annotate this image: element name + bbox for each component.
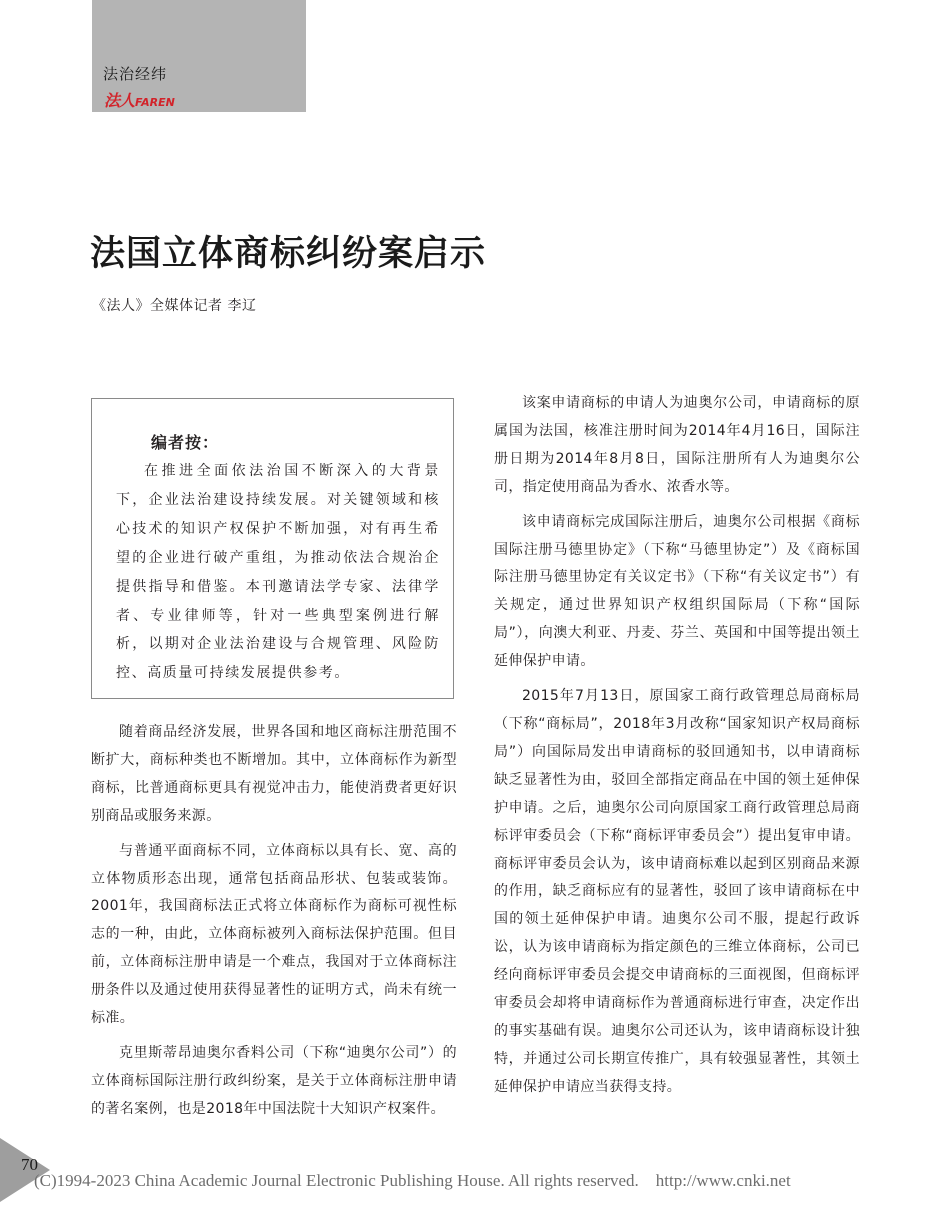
paragraph: 2015年7月13日，原国家工商行政管理总局商标局（下称“商标局”，2018年3月改称“国家知识产权局商标局”）向国际局发出申请商标的驳回通知书，以申请商标缺乏显著性为由，驳回全部指定商品在中国的领土延伸保护申请。之后，迪奥尔公司向原国家工商行政管理总局商标评审委员会（下称“商标评审委员会”）提出复审申请。商标评审委员会认为，该申请商标难以起到区别商品来源的作用，缺乏商标应有的显著性，驳回了该申请商标在中国的领土延伸保护申请。迪奥尔公司不服，提起行政诉讼，认为该申请商标为指定颜色的三维立体商标，公司已经向商标评审委员会提交申请商标的三面视图，但商标评审委员会却将申请商标作为普通商标进行审查，决定作出的事实基础有误。迪奥尔公司还认为，该申请商标设计独特，并通过公司长期宣传推广，具有较强显著性，其领土延伸保护申请应当获得支持。: [494, 688, 860, 1095]
page-number: 70: [21, 1155, 38, 1174]
paragraph: 与普通平面商标不同，立体商标以具有长、宽、高的立体物质形态出现，通常包括商品形状、包装或装饰。2001年，我国商标法正式将立体商标作为商标可视性标志的一种，由此，立体商标被列入商标法保护范围。但目前，立体商标注册申请是一个难点，我国对于立体商标注册条件以及通过使用获得显著性的证明方式，尚未有统一标准。: [91, 842, 457, 1027]
editor-note-box: [91, 398, 454, 699]
editor-note-text: 在推进全面依法治国不断深入的大背景下，企业法治建设持续发展。对关键领域和核心技术的知识产权保护不断加强，对有再生希望的企业进行破产重组，为推动依法合规治企提供指导和借鉴。本刊邀请法学专家、法律学者、专业律师等，针对一些典型案例进行解析，以期对企业法治建设与合规管理、风险防控、高质量可持续发展提供参考。: [116, 463, 440, 682]
copyright-watermark: (C)1994-2023 China Academic Journal Electronic Publishing House. All rights reserved. http://www.cnki.net: [34, 1171, 791, 1190]
paragraph: 随着商品经济发展，世界各国和地区商标注册范围不断扩大，商标种类也不断增加。其中，立体商标作为新型商标，比普通商标更具有视觉冲击力，能使消费者更好识别商品或服务来源。: [91, 724, 457, 824]
paragraph: 该申请商标完成国际注册后，迪奥尔公司根据《商标国际注册马德里协定》（下称“马德里协定”）及《商标国际注册马德里协定有关议定书》（下称“有关议定书”）有关规定，通过世界知识产权组织国际局（下称“国际局”），向澳大利亚、丹麦、芬兰、英国和中国等提出领土延伸保护申请。: [494, 513, 860, 670]
section-label: 法治经纬: [103, 65, 168, 83]
paragraph: 该案申请商标的申请人为迪奥尔公司，申请商标的原属国为法国，核准注册时间为2014年4月16日，国际注册日期为2014年8月8日，国际注册所有人为迪奥尔公司，指定使用商品为香水、浓香水等。: [494, 395, 860, 495]
paragraph: 克里斯蒂昂迪奥尔香料公司（下称“迪奥尔公司”）的立体商标国际注册行政纠纷案，是关于立体商标注册申请的著名案例，也是2018年中国法院十大知识产权案件。: [91, 1044, 457, 1117]
editor-note-heading: 编者按：: [151, 433, 220, 452]
article-title: 法国立体商标纠纷案启示: [90, 234, 487, 274]
body-column-left: [91, 719, 457, 1131]
brand-logo-cn: 法人: [104, 91, 135, 110]
body-column-right: [494, 390, 860, 1109]
brand-logo-en: FAREN: [135, 96, 175, 109]
byline: 《法人》全媒体记者 李辽: [92, 298, 257, 314]
brand-logo: [104, 88, 175, 108]
